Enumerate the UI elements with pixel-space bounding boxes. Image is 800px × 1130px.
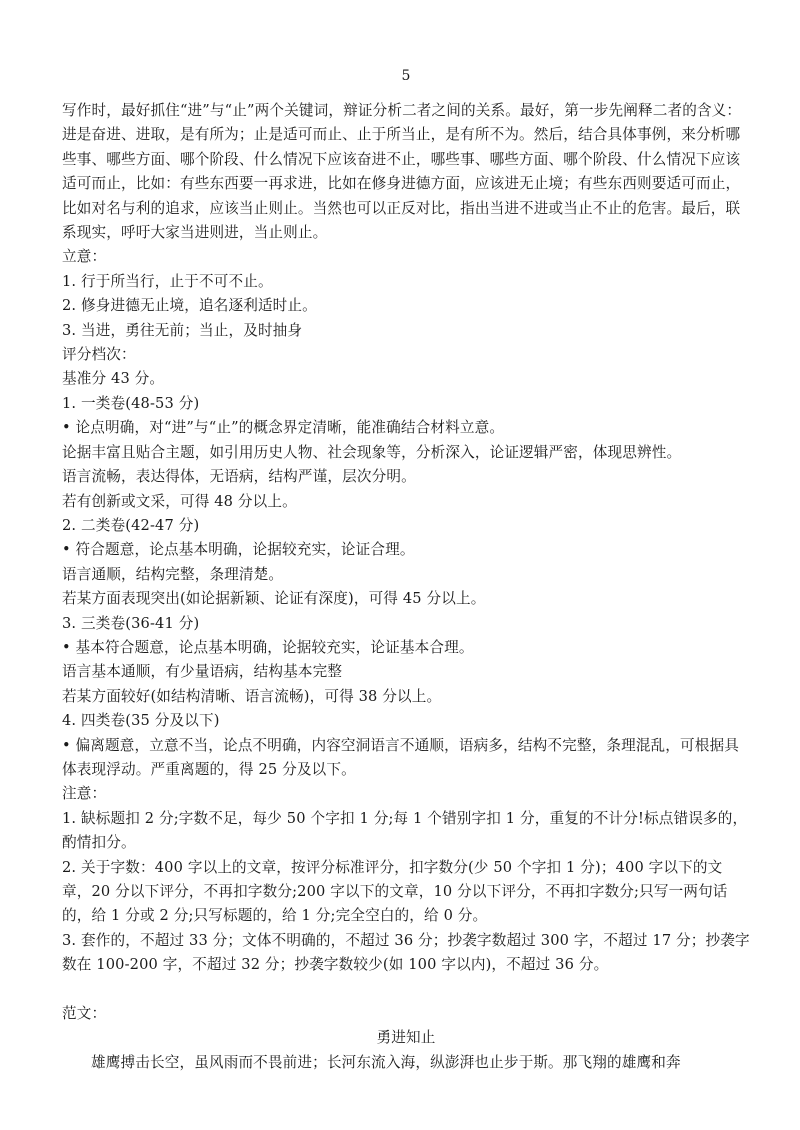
theme-item: 1. 行于所当行，止于不可不止。 bbox=[62, 272, 273, 290]
grading-base: 基准分 43 分。 bbox=[62, 370, 165, 388]
grade-level-line: 若有创新或文采，可得 48 分以上。 bbox=[62, 492, 297, 510]
intro-paragraph: 写作时，最好抓住“进”与“止”两个关键词，辩证分析二者之间的关系。最好，第一步先阐释二者的含义：进是奋进、进取，是有所为；止是适可而止、止于所当止，是有所不为。然后，结合具体事例，来分析哪些事、哪些方面、哪个阶段、什么情况下应该奋进不止，哪些事、哪些方面、哪个阶段、什么情况下应该适可而止，比如：有些东西要一再求进，比如在修身进德方面，应该进无止境；有些东西则要适可而止，比如对名与利的追求，应该当止则止。当然也可以正反对比，指出当进不进或当止不止的危害。最后，联系现实，呼吁大家当进则进，当止则止。 bbox=[62, 102, 742, 242]
grade-level-line: 若某方面较好(如结构清晰、语言流畅)，可得 38 分以上。 bbox=[62, 687, 442, 705]
grade-level-line: 语言流畅，表达得体，无语病，结构严谨，层次分明。 bbox=[62, 468, 416, 486]
grade-level-line: 若某方面表现突出(如论据新颖、论证有深度)，可得 45 分以上。 bbox=[62, 590, 486, 608]
note-item: 1. 缺标题扣 2 分;字数不足，每少 50 个字扣 1 分;每 1 个错别字扣 1 分，重复的不计分!标点错误多的，酌情扣分。 bbox=[62, 809, 748, 852]
spacer bbox=[62, 978, 750, 1002]
grade-level-line: 语言通顺，结构完整，条理清楚。 bbox=[62, 565, 284, 583]
document-body bbox=[62, 99, 750, 1075]
grading-heading: 评分档次： bbox=[62, 346, 136, 364]
grade-level-title: 4. 四类卷(35 分及以下) bbox=[62, 712, 220, 730]
grade-level-title: 2. 二类卷(42-47 分) bbox=[62, 516, 200, 534]
theme-item: 3. 当进，勇往无前；当止，及时抽身 bbox=[62, 321, 303, 339]
page-number: 5 bbox=[401, 68, 411, 84]
grade-level-title: 3. 三类卷(36-41 分) bbox=[62, 614, 200, 632]
theme-item: 2. 修身进德无止境，追名逐利适时止。 bbox=[62, 297, 317, 315]
grade-level-line: • 偏离题意，立意不当，论点不明确，内容空洞语言不通顺，语病多，结构不完整，条理混乱，可根据具体表现浮动。严重离题的，得 25 分及以下。 bbox=[62, 736, 740, 778]
note-item: 3. 套作的，不超过 33 分；文体不明确的，不超过 36 分；抄袭字数超过 300 字，不超过 17 分；抄袭字数在 100-200 字，不超过 32 分；抄袭字数较少(如 100 字以内)，不超过 36 分。 bbox=[62, 931, 750, 974]
grade-level-line: • 论点明确，对“进”与“止”的概念界定清晰，能准确结合材料立意。 bbox=[62, 419, 505, 437]
notes-heading: 注意： bbox=[62, 785, 107, 803]
sample-heading: 范文： bbox=[62, 1005, 107, 1023]
grade-level-line: • 符合题意，论点基本明确，论据较充实，论证合理。 bbox=[62, 541, 415, 559]
grade-level-line: 语言基本通顺，有少量语病，结构基本完整 bbox=[62, 663, 343, 681]
note-item: 2. 关于字数：400 字以上的文章，按评分标准评分，扣字数分(少 50 个字扣 1 分)；400 字以下的文章，20 分以下评分，不再扣字数分;200 字以下的文章，10 分以下评分，不再扣字数分;只写一两句话的，给 1 分或 2 分;只写标题的，给 1 分;完全空白的，给 0 分。 bbox=[62, 858, 728, 925]
grade-level-title: 1. 一类卷(48-53 分) bbox=[62, 394, 200, 412]
essay-title: 勇进知止 bbox=[376, 1029, 436, 1047]
essay-first-line: 雄鹰搏击长空，虽风雨而不畏前进；长河东流入海，纵澎湃也止步于斯。那飞翔的雄鹰和奔 bbox=[91, 1053, 681, 1071]
grade-level-line: • 基本符合题意，论点基本明确，论据较充实，论证基本合理。 bbox=[62, 638, 474, 656]
theme-heading: 立意： bbox=[62, 248, 107, 266]
grade-level-line: 论据丰富且贴合主题，如引用历史人物、社会现象等，分析深入，论证逻辑严密，体现思辨性。 bbox=[62, 443, 682, 461]
